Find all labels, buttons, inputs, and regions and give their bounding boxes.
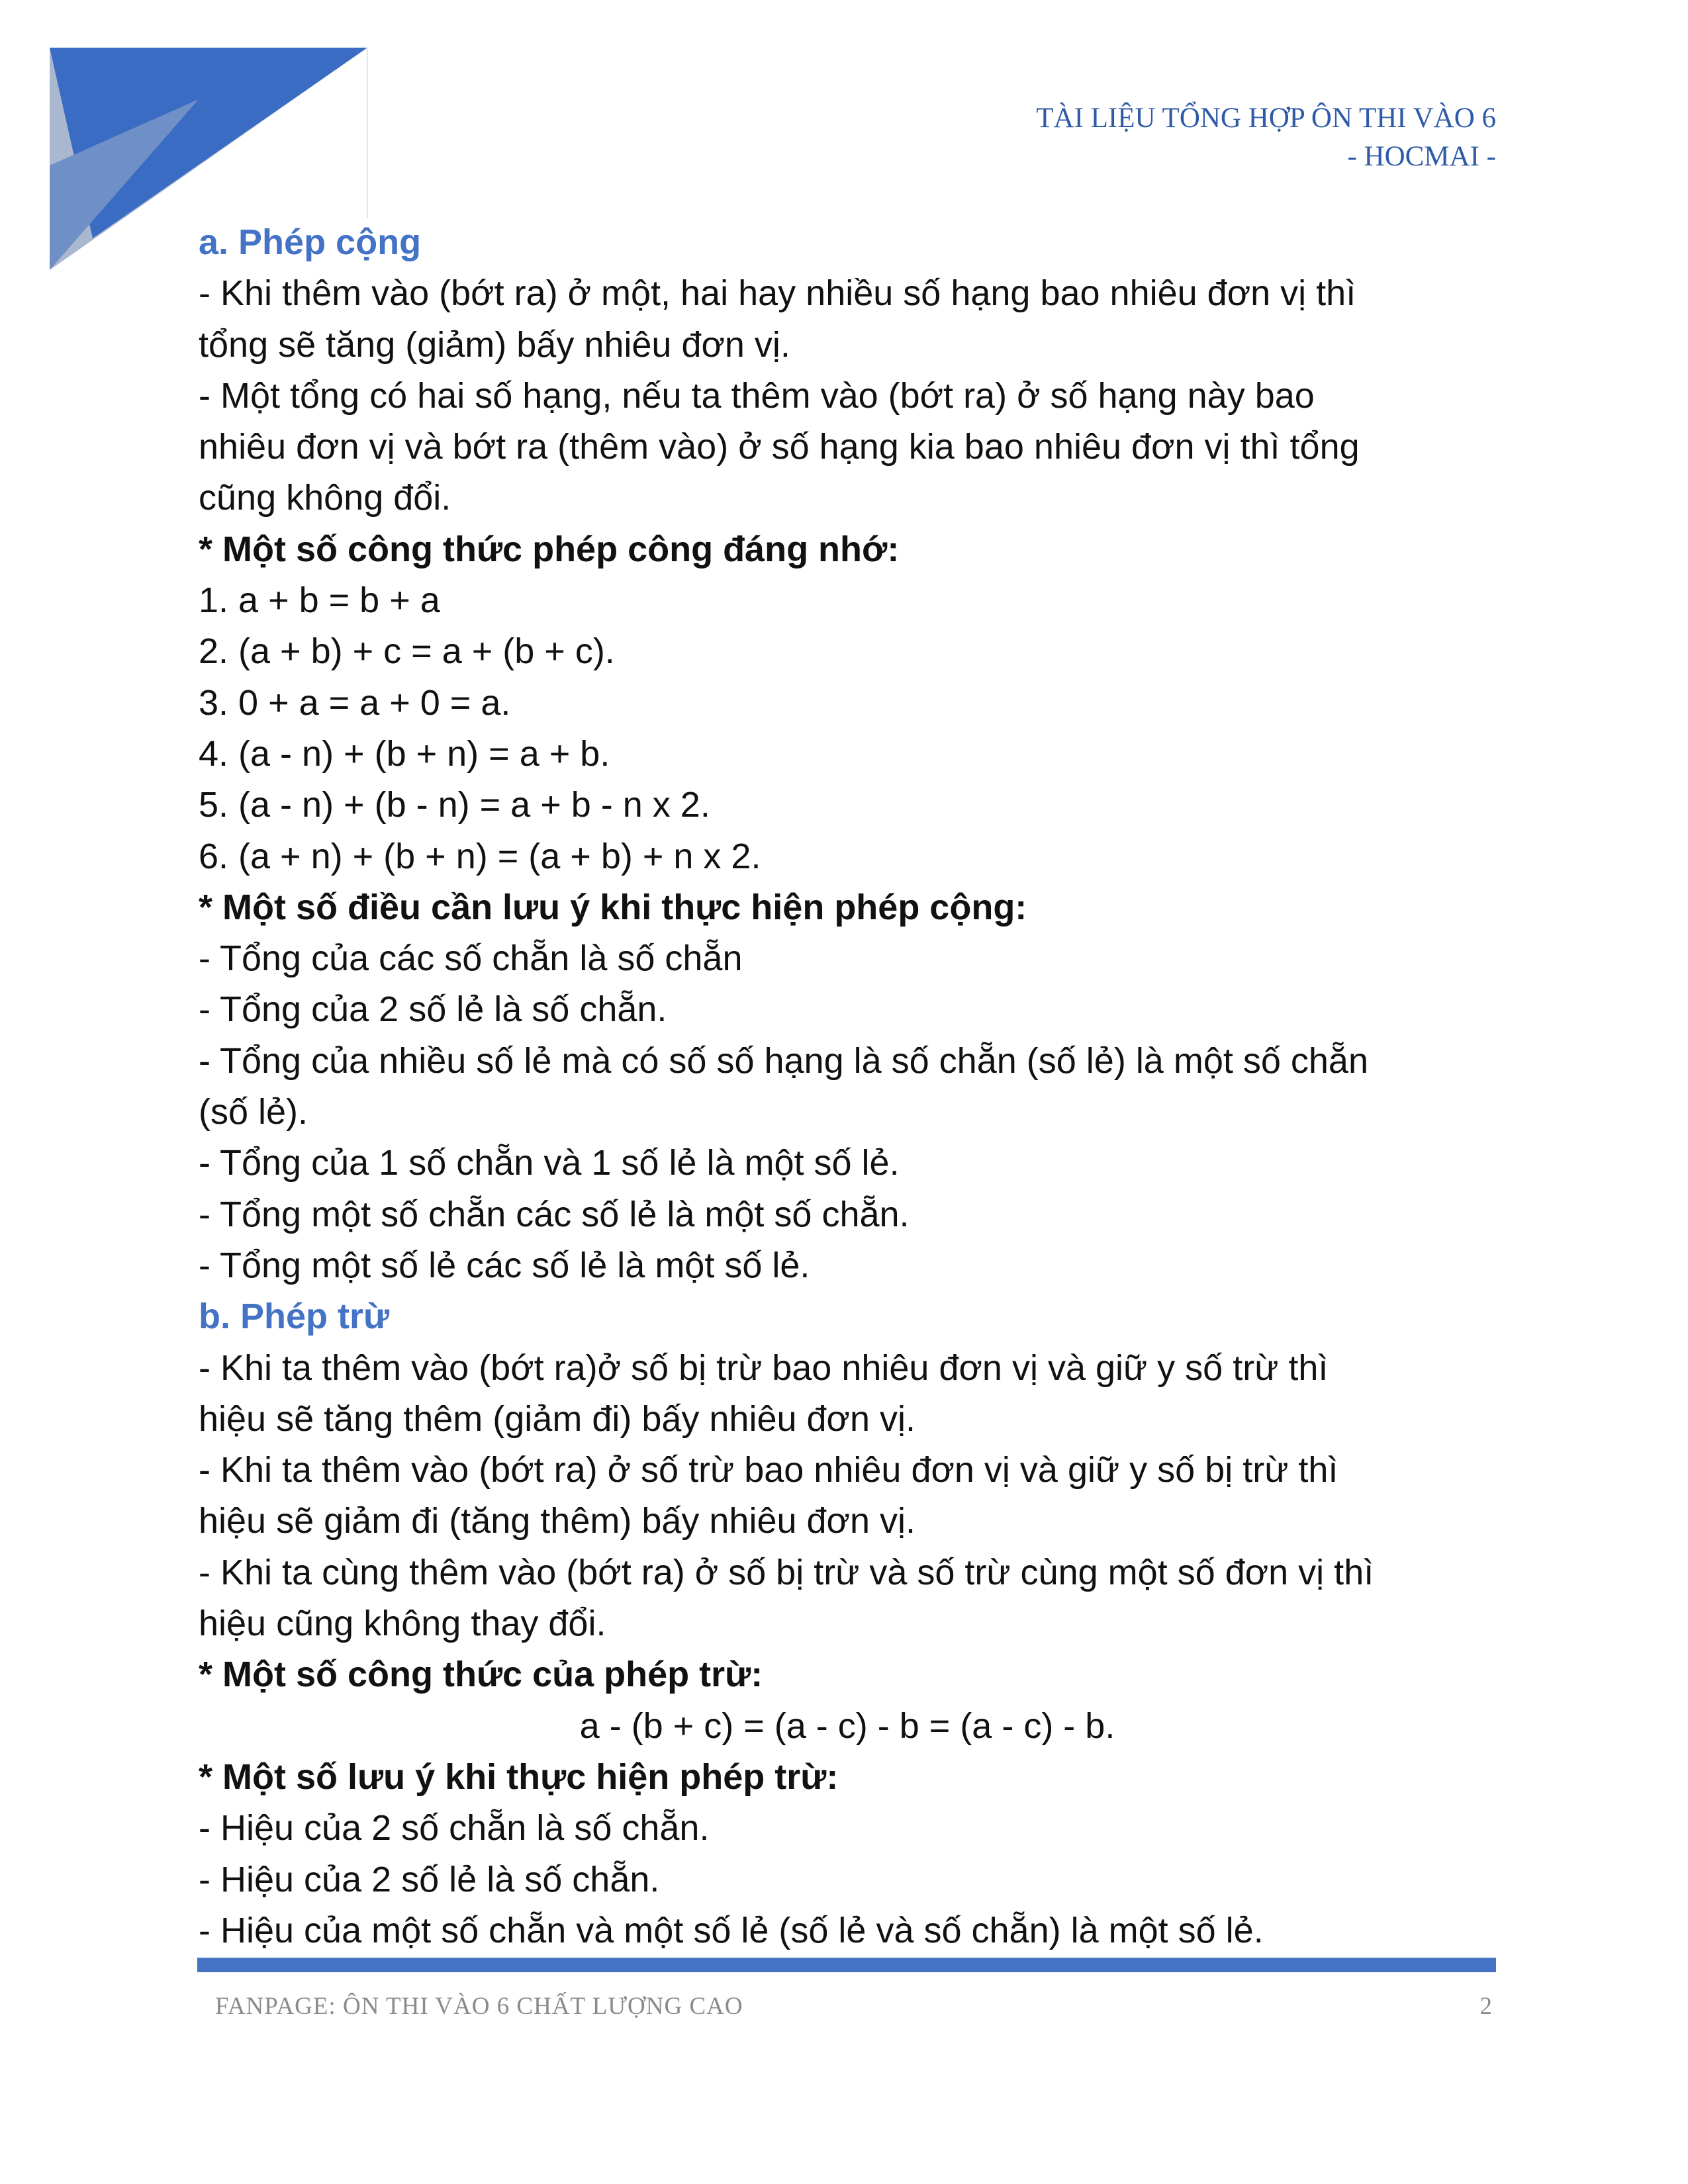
section-b-formulas-heading: * Một số công thức của phép trừ: [199,1655,763,1695]
note-item: - Hiệu của một số chẵn và một số lẻ (số lẻ và số chẵn) là một số lẻ. [199,1910,1264,1950]
note-item: - Tổng của các số chẵn là số chẵn [199,938,743,979]
formula-item: 4. (a - n) + (b + n) = a + b. [199,733,610,774]
note-item: - Hiệu của 2 số lẻ là số chẵn. [199,1859,660,1899]
note-item: - Tổng của 2 số lẻ là số chẵn. [199,989,667,1030]
section-b-line: hiệu sẽ tăng thêm (giảm đi) bấy nhiêu đơn vị. [199,1398,916,1439]
page-number: 2 [1479,1993,1493,2020]
section-a-line: tổng sẽ tăng (giảm) bấy nhiêu đơn vị. [199,324,790,365]
section-b-line: - Khi ta cùng thêm vào (bớt ra) ở số bị trừ và số trừ cùng một số đơn vị thì [199,1552,1374,1592]
note-item: - Tổng một số lẻ các số lẻ là một số lẻ. [199,1245,810,1285]
section-a-line: - Một tổng có hai số hạng, nếu ta thêm vào (bớt ra) ở số hạng này bao [199,375,1315,416]
subtraction-formula: a - (b + c) = (a - c) - b = (a - c) - b. [579,1706,1115,1746]
footer-fanpage: FANPAGE: ÔN THI VÀO 6 CHẤT LƯỢNG CAO [215,1993,743,2020]
note-item: - Hiệu của 2 số chẵn là số chẵn. [199,1808,710,1848]
section-b-heading: b. Phép trừ [199,1297,390,1337]
formula-item: 2. (a + b) + c = a + (b + c). [199,631,615,672]
document-body [199,217,1496,1956]
formula-item: 3. 0 + a = a + 0 = a. [199,682,511,723]
section-b-line: - Khi ta thêm vào (bớt ra) ở số trừ bao nhiêu đơn vị và giữ y số bị trừ thì [199,1450,1338,1490]
formula-item: 6. (a + n) + (b + n) = (a + b) + n x 2. [199,836,761,876]
header-title: TÀI LIỆU TỔNG HỢP ÔN THI VÀO 6 [1036,103,1496,134]
document-footer [215,1992,1493,2021]
note-item: - Tổng của 1 số chẵn và 1 số lẻ là một số lẻ. [199,1143,900,1183]
section-a-line: nhiêu đơn vị và bớt ra (thêm vào) ở số hạng kia bao nhiêu đơn vị thì tổng [199,427,1360,467]
note-item: (số lẻ). [199,1092,308,1132]
formula-item: 1. a + b = b + a [199,580,440,621]
section-a-notes-heading: * Một số điều cần lưu ý khi thực hiện phép cộng: [199,887,1027,927]
note-item: - Tổng một số chẵn các số lẻ là một số chẵn. [199,1194,910,1234]
note-item: - Tổng của nhiều số lẻ mà có số số hạng là số chẵn (số lẻ) là một số chẵn [199,1040,1368,1081]
section-a-line: - Khi thêm vào (bớt ra) ở một, hai hay nhiều số hạng bao nhiêu đơn vị thì [199,273,1356,314]
section-a-heading: a. Phép cộng [199,222,422,262]
section-b-line: hiệu cũng không thay đổi. [199,1604,606,1644]
section-a-line: cũng không đổi. [199,478,451,518]
section-b-line: - Khi ta thêm vào (bớt ra)ở số bị trừ bao nhiêu đơn vị và giữ y số trừ thì [199,1347,1329,1388]
formula-item: 5. (a - n) + (b - n) = a + b - n x 2. [199,785,710,825]
header-subtitle: - HOCMAI - [1347,141,1496,172]
section-b-notes-heading: * Một số lưu ý khi thực hiện phép trừ: [199,1756,839,1797]
footer-divider [197,1958,1496,1972]
section-a-formulas-heading: * Một số công thức phép công đáng nhớ: [199,529,900,569]
section-b-line: hiệu sẽ giảm đi (tăng thêm) bấy nhiêu đơn vị. [199,1501,916,1541]
document-header [1036,99,1496,176]
